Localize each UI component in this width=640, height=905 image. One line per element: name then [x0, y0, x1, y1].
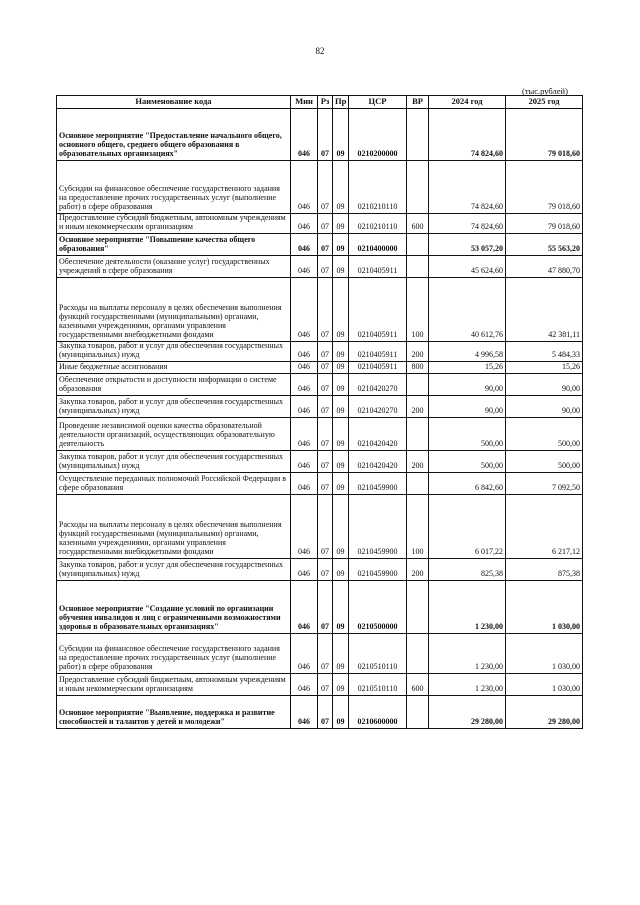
- cell-min: 046: [291, 233, 318, 255]
- cell-2024: 6 017,22: [429, 494, 506, 558]
- cell-rz: 07: [318, 277, 333, 341]
- cell-2024: 500,00: [429, 450, 506, 472]
- table-row: [57, 472, 583, 494]
- cell-min: 046: [291, 109, 318, 161]
- cell-csr: 0210500000: [349, 580, 407, 633]
- page-number: 82: [315, 46, 325, 56]
- cell-csr: 0210400000: [349, 233, 407, 255]
- cell-name: Расходы на выплаты персоналу в целях обеспечения выполнения функций государственными (муниципальными) органами, казенными учреждениями, органами управления государственными внебюджетными фондами: [57, 494, 291, 558]
- cell-min: 046: [291, 494, 318, 558]
- cell-rz: 07: [318, 373, 333, 395]
- cell-vr: [407, 633, 429, 673]
- header-min: Мин: [291, 96, 318, 109]
- cell-vr: [407, 161, 429, 214]
- cell-vr: [407, 255, 429, 277]
- cell-csr: 0210459900: [349, 472, 407, 494]
- cell-min: 046: [291, 373, 318, 395]
- header-csr: ЦСР: [349, 96, 407, 109]
- cell-vr: [407, 373, 429, 395]
- cell-pr: 09: [333, 161, 349, 214]
- table-row: [57, 341, 583, 361]
- cell-vr: [407, 695, 429, 728]
- cell-rz: 07: [318, 580, 333, 633]
- cell-2024: 53 057,20: [429, 233, 506, 255]
- cell-pr: 09: [333, 373, 349, 395]
- cell-2024: 90,00: [429, 373, 506, 395]
- cell-name: Обеспечение деятельности (оказание услуг) государственных учреждений в сфере образования: [57, 255, 291, 277]
- cell-min: 046: [291, 472, 318, 494]
- cell-name: Основное мероприятие "Предоставление начального общего, основного общего, среднего общего образования в образовательных организациях": [57, 109, 291, 161]
- cell-vr: [407, 580, 429, 633]
- cell-rz: 07: [318, 494, 333, 558]
- cell-name: Основное мероприятие "Повышение качества общего образования": [57, 233, 291, 255]
- cell-2024: 500,00: [429, 417, 506, 450]
- table-row: [57, 395, 583, 417]
- cell-2024: 4 996,58: [429, 341, 506, 361]
- cell-pr: 09: [333, 214, 349, 234]
- header-vr: ВР: [407, 96, 429, 109]
- unit-label: (тыс.рублей): [522, 86, 568, 96]
- cell-min: 046: [291, 580, 318, 633]
- cell-min: 046: [291, 673, 318, 695]
- cell-2025: 42 381,11: [506, 277, 583, 341]
- cell-2024: 74 824,60: [429, 109, 506, 161]
- table-row: [57, 109, 583, 161]
- cell-vr: [407, 472, 429, 494]
- cell-name: Закупка товаров, работ и услуг для обеспечения государственных (муниципальных) нужд: [57, 395, 291, 417]
- cell-rz: 07: [318, 233, 333, 255]
- cell-csr: 0210405911: [349, 361, 407, 373]
- cell-vr: 100: [407, 277, 429, 341]
- cell-pr: 09: [333, 277, 349, 341]
- cell-2025: 500,00: [506, 450, 583, 472]
- table-row: [57, 695, 583, 728]
- cell-2025: 1 030,00: [506, 580, 583, 633]
- cell-min: 046: [291, 395, 318, 417]
- cell-min: 046: [291, 633, 318, 673]
- table-row: [57, 233, 583, 255]
- table-row: [57, 161, 583, 214]
- cell-csr: 0210405911: [349, 341, 407, 361]
- cell-min: 046: [291, 450, 318, 472]
- cell-pr: 09: [333, 558, 349, 580]
- cell-2024: 825,38: [429, 558, 506, 580]
- cell-2025: 55 563,20: [506, 233, 583, 255]
- cell-csr: 0210210110: [349, 161, 407, 214]
- cell-rz: 07: [318, 109, 333, 161]
- table-row: [57, 558, 583, 580]
- cell-pr: 09: [333, 109, 349, 161]
- cell-2024: 1 230,00: [429, 633, 506, 673]
- cell-2025: 15,26: [506, 361, 583, 373]
- cell-pr: 09: [333, 673, 349, 695]
- table-row: [57, 277, 583, 341]
- cell-rz: 07: [318, 395, 333, 417]
- cell-name: Предоставление субсидий бюджетным, автономным учреждениям и иным некоммерческим организациям: [57, 214, 291, 234]
- cell-name: Субсидии на финансовое обеспечение государственного задания на предоставление прочих государственных услуг (выполнение работ) в сфере образования: [57, 633, 291, 673]
- cell-pr: 09: [333, 472, 349, 494]
- cell-2024: 1 230,00: [429, 673, 506, 695]
- cell-2025: 79 018,60: [506, 214, 583, 234]
- cell-rz: 07: [318, 633, 333, 673]
- cell-pr: 09: [333, 633, 349, 673]
- cell-pr: 09: [333, 341, 349, 361]
- cell-csr: 0210420270: [349, 395, 407, 417]
- cell-pr: 09: [333, 494, 349, 558]
- cell-csr: 0210420420: [349, 417, 407, 450]
- header-rz: Рз: [318, 96, 333, 109]
- table-row: [57, 214, 583, 234]
- cell-rz: 07: [318, 417, 333, 450]
- cell-name: Субсидии на финансовое обеспечение государственного задания на предоставление прочих государственных услуг (выполнение работ) в сфере образования: [57, 161, 291, 214]
- cell-2025: 500,00: [506, 417, 583, 450]
- cell-min: 046: [291, 361, 318, 373]
- cell-vr: [407, 417, 429, 450]
- cell-rz: 07: [318, 695, 333, 728]
- cell-name: Закупка товаров, работ и услуг для обеспечения государственных (муниципальных) нужд: [57, 450, 291, 472]
- table-row: [57, 673, 583, 695]
- cell-min: 046: [291, 341, 318, 361]
- cell-csr: 0210600000: [349, 695, 407, 728]
- cell-2025: 47 880,70: [506, 255, 583, 277]
- cell-rz: 07: [318, 450, 333, 472]
- cell-rz: 07: [318, 161, 333, 214]
- cell-2025: 5 484,33: [506, 341, 583, 361]
- cell-vr: 200: [407, 450, 429, 472]
- budget-table: [56, 95, 583, 729]
- cell-vr: [407, 233, 429, 255]
- cell-rz: 07: [318, 341, 333, 361]
- cell-2024: 90,00: [429, 395, 506, 417]
- cell-vr: 100: [407, 494, 429, 558]
- cell-min: 046: [291, 255, 318, 277]
- cell-2025: 79 018,60: [506, 109, 583, 161]
- cell-2025: 1 030,00: [506, 633, 583, 673]
- table-row: [57, 417, 583, 450]
- cell-name: Осуществление переданных полномочий Российской Федерации в сфере образования: [57, 472, 291, 494]
- cell-min: 046: [291, 558, 318, 580]
- cell-csr: 0210200000: [349, 109, 407, 161]
- cell-rz: 07: [318, 558, 333, 580]
- table-row: [57, 633, 583, 673]
- header-name: Наименование кода: [57, 96, 291, 109]
- cell-csr: 0210510110: [349, 633, 407, 673]
- cell-rz: 07: [318, 361, 333, 373]
- cell-2025: 875,38: [506, 558, 583, 580]
- cell-2024: 74 824,60: [429, 214, 506, 234]
- cell-pr: 09: [333, 580, 349, 633]
- cell-2024: 74 824,60: [429, 161, 506, 214]
- cell-min: 046: [291, 277, 318, 341]
- cell-name: Закупка товаров, работ и услуг для обеспечения государственных (муниципальных) нужд: [57, 558, 291, 580]
- cell-2025: 90,00: [506, 373, 583, 395]
- cell-csr: 0210210110: [349, 214, 407, 234]
- cell-vr: 200: [407, 395, 429, 417]
- table-row: [57, 450, 583, 472]
- cell-csr: 0210420270: [349, 373, 407, 395]
- cell-2025: 7 092,50: [506, 472, 583, 494]
- table-row: [57, 361, 583, 373]
- table-row: [57, 255, 583, 277]
- cell-name: Закупка товаров, работ и услуг для обеспечения государственных (муниципальных) нужд: [57, 341, 291, 361]
- cell-min: 046: [291, 214, 318, 234]
- cell-name: Основное мероприятие "Выявление, поддержка и развитие способностей и талантов у детей и молодежи": [57, 695, 291, 728]
- cell-2025: 79 018,60: [506, 161, 583, 214]
- cell-pr: 09: [333, 695, 349, 728]
- cell-2025: 29 280,00: [506, 695, 583, 728]
- table-row: [57, 494, 583, 558]
- cell-min: 046: [291, 161, 318, 214]
- cell-vr: 200: [407, 341, 429, 361]
- cell-2024: 29 280,00: [429, 695, 506, 728]
- cell-2025: 6 217,12: [506, 494, 583, 558]
- cell-name: Проведение независимой оценки качества образовательной деятельности организаций, осуществляющих образовательную деятельность: [57, 417, 291, 450]
- cell-min: 046: [291, 417, 318, 450]
- cell-vr: 600: [407, 214, 429, 234]
- cell-2024: 40 612,76: [429, 277, 506, 341]
- cell-2025: 90,00: [506, 395, 583, 417]
- header-2025: 2025 год: [506, 96, 583, 109]
- cell-2024: 1 230,00: [429, 580, 506, 633]
- cell-name: Основное мероприятие "Создание условий по организации обучения инвалидов и лиц с ограниченными возможностями здоровья в образовательных организациях": [57, 580, 291, 633]
- cell-vr: 200: [407, 558, 429, 580]
- header-2024: 2024 год: [429, 96, 506, 109]
- cell-name: Расходы на выплаты персоналу в целях обеспечения выполнения функций государственными (муниципальными) органами, казенными учреждениями, органами управления государственными внебюджетными фондами: [57, 277, 291, 341]
- cell-csr: 0210459900: [349, 494, 407, 558]
- table-header: [57, 96, 583, 109]
- cell-vr: 600: [407, 673, 429, 695]
- cell-csr: 0210420420: [349, 450, 407, 472]
- cell-pr: 09: [333, 417, 349, 450]
- cell-rz: 07: [318, 673, 333, 695]
- cell-min: 046: [291, 695, 318, 728]
- cell-2024: 15,26: [429, 361, 506, 373]
- cell-csr: 0210459900: [349, 558, 407, 580]
- cell-rz: 07: [318, 472, 333, 494]
- cell-2024: 45 624,60: [429, 255, 506, 277]
- cell-pr: 09: [333, 361, 349, 373]
- cell-csr: 0210510110: [349, 673, 407, 695]
- cell-rz: 07: [318, 255, 333, 277]
- cell-vr: [407, 109, 429, 161]
- cell-name: Предоставление субсидий бюджетным, автономным учреждениям и иным некоммерческим организациям: [57, 673, 291, 695]
- cell-name: Иные бюджетные ассигнования: [57, 361, 291, 373]
- header-pr: Пр: [333, 96, 349, 109]
- cell-csr: 0210405911: [349, 255, 407, 277]
- cell-pr: 09: [333, 233, 349, 255]
- cell-pr: 09: [333, 255, 349, 277]
- cell-rz: 07: [318, 214, 333, 234]
- table-row: [57, 580, 583, 633]
- cell-vr: 800: [407, 361, 429, 373]
- cell-name: Обеспечение открытости и доступности информации о системе образования: [57, 373, 291, 395]
- cell-csr: 0210405911: [349, 277, 407, 341]
- table-row: [57, 373, 583, 395]
- cell-2024: 6 842,60: [429, 472, 506, 494]
- cell-pr: 09: [333, 395, 349, 417]
- cell-pr: 09: [333, 450, 349, 472]
- cell-2025: 1 030,00: [506, 673, 583, 695]
